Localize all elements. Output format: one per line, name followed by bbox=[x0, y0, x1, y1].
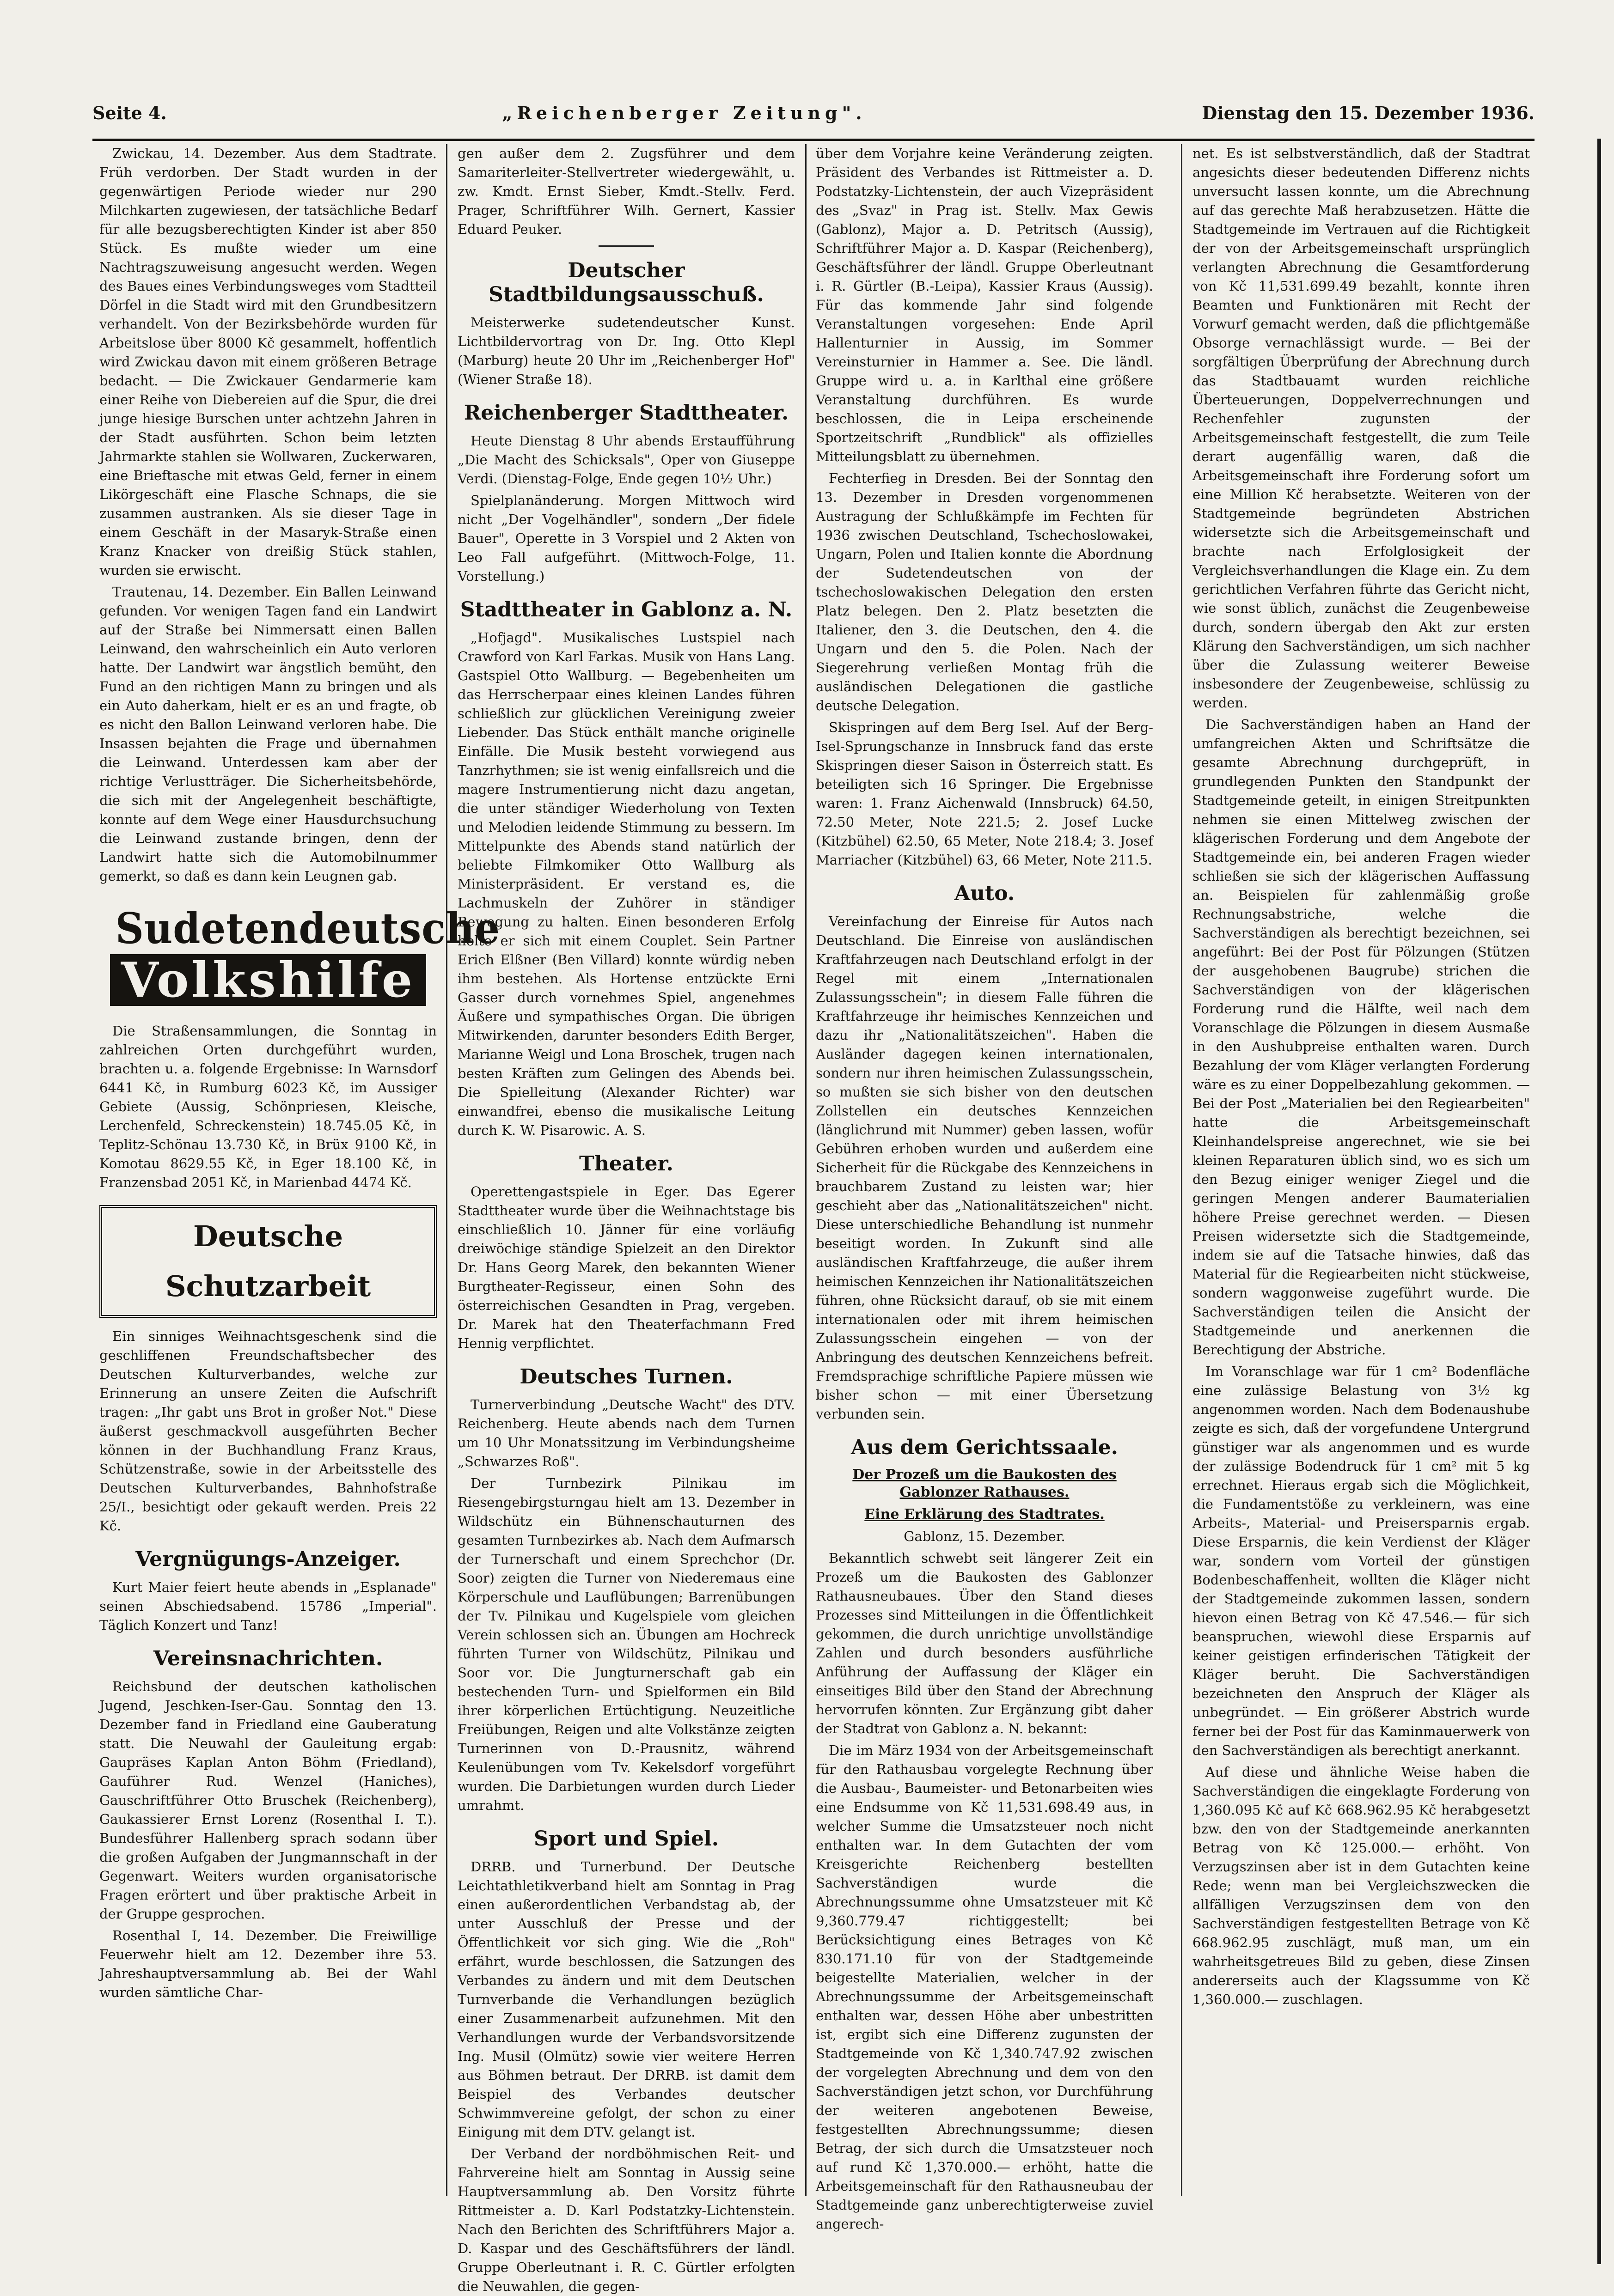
article-prozess-intro: Bekanntlich schwebt seit längerer Zeit ein Prozeß um die Baukosten des Gablonzer Rathausneubaues. Über den Stand dieses Prozesses sind Mitteilungen in die Öffentlichkeit gekommen, die durch unrichtige unvollständige Zahlen und durch besonders ausführliche Anführung der Auffassung der Kläger ein einseitiges Bild über den Stand der Abrechnung hervorrufen könnten. Zur Ergänzung gibt daher der Stadtrat von Gablonz a. N. bekannt: bbox=[816, 1550, 1153, 1736]
column-3 bbox=[816, 144, 1153, 2232]
article-volkshilfe: Die Straßensammlungen, die Sonntag in zahlreichen Orten durchgeführt wurden, brachten u. a. folgende Ergebnisse: In Warnsdorf 6441 Kč, in Rumburg 6023 Kč, im Aussiger Gebiete (Aussig, Schönpriesen, Kleische, Lerchenfeld, Schreckenstein) 18.745.05 Kč, in Teplitz-Schönau 13.730 Kč, in Brüx 9100 Kč, in Komotau 8629.55 Kč, in Eger 18.100 Kč, in Franzensbad 2051 Kč, in Marienbad 4474 Kč. bbox=[99, 1023, 437, 1190]
column-2 bbox=[458, 144, 795, 2294]
page-number: Seite 4. bbox=[92, 103, 167, 123]
article-trautenau: Trautenau, 14. Dezember. Ein Ballen Leinwand gefunden. Vor wenigen Tagen fand ein Landwirt auf der Straße bei Nimmersatt einen Ballen Leinwand, den wahrscheinlich ein Auto verloren hatte. Der Landwirt war ängstlich bemüht, den Fund an den richtigen Mann zu bringen und als ein Auto daherkam, hielt er es an und fragte, ob es nicht den Ballon Leinwand verloren habe. Die Insassen bejahten die Frage und übernahmen die Leinwand. Unterdessen kam aber der richtige Verlustträger. Die Sicherheitsbehörde, die sich mit der Angelegenheit beschäftigte, konnte auf dem Wege einer Hausdurchsuchung die Leinwand zustande bringen, denn der Landwirt hatte sich die Automobilnummer gemerkt, so daß es dann kein Leugnen gab. bbox=[99, 584, 437, 884]
article-rosenthal: Rosenthal I, 14. Dezember. Die Freiwillige Feuerwehr hielt am 12. Dezember ihre 53. Jahreshauptversammlung ab. Bei der Wahl wurden sämtliche Char- bbox=[99, 1928, 437, 2000]
column-divider bbox=[1181, 144, 1182, 2196]
article-headline: Der Prozeß um die Baukosten des Gablonzer Rathauses. bbox=[852, 1467, 1117, 1500]
article-drrb: DRRB. und Turnerbund. Der Deutsche Leichtathletikverband hielt am Sonntag in Prag einen außerordentlichen Verbandstag ab, der unter Ausschluß der Presse und der Öffentlichkeit vor sich ging. Wie die „Roh" erfährt, wurde beschlossen, die Satzungen des Verbandes zu ändern und mit dem Deutschen Turnverbande die Verhandlungen bezüglich einer Zusammenarbeit aufzunehmen. Mit den Verhandlungen wurde der Verbandsvorsitzende Ing. Musil (Olmütz) sowie vier weitere Herren aus Böhmen betraut. Der DRRB. ist damit dem Beispiel des Verbandes deutscher Schwimmvereine gefolgt, der schon zu einer Einigung mit dem DTV. gelangt ist. bbox=[458, 1859, 795, 2140]
newspaper-title: „Reichenberger Zeitung". bbox=[502, 103, 867, 123]
column-divider bbox=[446, 144, 447, 2196]
article-vergnuegungen: Kurt Maier feiert heute abends in „Esplanade" seinen Abschiedsabend. 15786 „Imperial". Täglich Konzert und Tanz! bbox=[99, 1579, 437, 1633]
article-theater-today: Heute Dienstag 8 Uhr abends Erstaufführung „Die Macht des Schicksals", Oper von Giuseppe Verdi. (Dienstag-Folge, Ende gegen 10½ Uhr.) bbox=[458, 433, 795, 487]
page-header bbox=[92, 103, 1535, 130]
article-schutzarbeit: Ein sinniges Weihnachtsgeschenk sind die geschliffenen Freundschaftsbecher des Deutschen Kulturverbandes, welche zur Erinnerung an unsere Zeiten die Aufschrift tragen: „Ihr gabt uns Brot in großer Not." Diese äußerst geschmackvoll ausgeführten Becher können in der Buchhandlung Franz Kraus, Schützenstraße, sowie in der Arbeitsstelle des Deutschen Kulturverbandes, Bahnhofstraße 25/I., besichtigt oder gekauft werden. Preis 22 Kč. bbox=[99, 1328, 437, 1534]
scan-edge bbox=[1597, 139, 1601, 2264]
section-heading: Theater. bbox=[579, 1152, 673, 1175]
article-continuation: gen außer dem 2. Zugsführer und dem Samariterleiter-Stellvertreter wiedergewählt, u. zw. Kmdt. Ernst Sieber, Kmdt.-Stellv. Ferd. Prager, Schriftführer Wilh. Gernert, Kassier Eduard Peuker. bbox=[458, 146, 795, 237]
section-heading: Vergnügungs-Anzeiger. bbox=[135, 1547, 401, 1571]
article-turnbezirk: Der Turnbezirk Pilnikau im Riesengebirgsturngau hielt am 13. Dezember in Wildschütz ein Bühnenschauturnen des gesamten Turnbezirkes ab. Nach dem Aufmarsch der Turnerschaft und einem Sprechchor (Dr. Soor) zeigten die Turner von Niederemaus eine Körperschule und Lauflübungen; Barrenübungen der Tv. Pilnikau und Kugelspiele vom gleichen Verein schlossen sich an. Übungen am Hochreck führten Turner von Wildschütz, Pilnikau und Soor vor. Die Jungturnerschaft gab ein bestechenden Turn- und Spielformen ein Bild ihrer körperlichen Ertüchtigung. Neuzeitliche Freiübungen, Reigen und alte Volkstänze zeigten Turnerinnen von D.-Prausnitz, während Keulenübungen vom Tv. Kekelsdorf vorgeführt wurden. Die Darbietungen wurden durch Lieder umrahmt. bbox=[458, 1475, 795, 1813]
article-prozess-cont-3: Im Voranschlage war für 1 cm² Bodenfläche eine zulässige Belastung von 3½ kg angenommen worden. Nach dem Bodenaushube zeigte es sich, daß der vorgefundene Untergrund günstiger war als angenommen und es wurde der zulässige Bodendruck für 1 cm² mit 5 kg errechnet. Hieraus ergab sich die Möglichkeit, die Fundamentstöße zu verkleinern, was eine Arbeits-, Material- und Preisersparnis ergab. Diese Ersparnis, die kein Verdienst der Kläger war, sondern vom Vorteil der günstigen Bodenbeschaffenheit, wollten die Kläger nicht der Stadtgemeinde zukommen lassen, sondern hievon einen Betrag von Kč 47.546.— für sich beanspruchen, wiewohl diese Ersparnis auf keiner geistigen erfinderischen Tätigkeit der Kläger beruht. Die Sachverständigen bezeichneten den Anspruch der Kläger als unbegründet. — Ein größerer Abstrich wurde ferner bei der Post für das Kaminmauerwerk von den Sachverständigen als berechtigt anerkannt. bbox=[1192, 1364, 1530, 1758]
column-4 bbox=[1192, 144, 1530, 2214]
section-heading: Deutsches Turnen. bbox=[520, 1365, 733, 1389]
article-prozess-body: Die im März 1934 von der Arbeitsgemeinschaft für den Rathausbau vorgelegte Rechnung über die Ausbau-, Baumeister- und Betonarbeiten wies eine Endsumme von Kč 11,531.698.49 aus, in welcher Summe die Umsatzsteuer noch nicht enthalten war. In dem Gutachten der vom Kreisgerichte Reichenberg bestellten Sachverständigen wurde die Abrechnungssumme ohne Umsatzsteuer mit Kč 9,360.779.47 richtiggestellt; bei Berücksichtigung eines Betrages von Kč 830.171.10 für von der Stadtgemeinde beigestellte Materialien, welcher in der Abrechnungssumme der Arbeitsgemeinschaft enthalten war, dessen Höhe aber unbestritten ist, ergibt sich eine Differenz zugunsten der Stadtgemeinde von Kč 1,340.747.92 zwischen der vorgelegten Abrechnung und dem von den Sachverständigen jetzt schon, vor Durchführung der weiteren angebotenen Beweise, festgestellten Abrechnungssumme; diesen Betrag, der sich durch die Umsatzsteuer noch auf rund Kč 1,370.000.— erhöht, hatte die Arbeitsgemeinschaft für den Rathausneubau der Stadtgemeinde ganz unberechtigterweise zuviel angerech- bbox=[816, 1742, 1153, 2232]
section-heading: Sport und Spiel. bbox=[533, 1827, 719, 1851]
section-heading: Vereinsnachrichten. bbox=[153, 1647, 383, 1670]
article-prozess-cont-4: Auf diese und ähnliche Weise haben die Sachverständigen die eingeklagte Forderung von 1,360.095 Kč auf Kč 668.962.95 Kč herabgesetzt bzw. den von der Stadtgemeinde anerkannten Betrag von Kč 125.000.— erhöht. Von Verzugszinsen aber ist in dem Gutachten keine Rede; wenn man bei Vergleichszwecken die allfälligen Verzugszinsen dem von den Sachverständigen festgestellten Betrage von Kč 668.962.95 zuschlägt, muß man, um ein wahrheitsgetreues Bild zu geben, diese Zinsen andererseits auch der Klagssumme von Kč 1,360.000.— zuschlagen. bbox=[1192, 1764, 1530, 2007]
section-heading: Auto. bbox=[954, 882, 1015, 905]
section-heading: Reichenberger Stadttheater. bbox=[464, 401, 789, 425]
article-auto: Vereinfachung der Einreise für Autos nach Deutschland. Die Einreise von ausländischen Kraftfahrzeugen nach Deutschland erfolgt in der Regel mit einem „Internationalen Zulassungsschein"; in diesem Falle führen die Kraftfahrzeuge ihr heimisches Kennzeichen und dazu ihr „Nationalitätszeichen". Haben die Ausländer dagegen keinen internationalen, sondern nur ihren heimischen Zulassungsschein, so mußten sie sich bisher von den deutschen Zollstellen ein deutsches Kennzeichen (länglichrund mit Nummer) geben lassen, wofür Gebühren erhoben wurden und außerdem eine Sicherheit für die Rückgabe des Kennzeichens in brauchbarem Zustand zu leisten war; hier geschieht aber das „Nationalitätszeichen" nicht. Diese unterschiedliche Behandlung ist nunmehr beseitigt worden. In Zukunft sind alle ausländischen Kraftfahrzeuge, die außer ihrem heimischen Kennzeichen ihr Nationalitätszeichen führen, ohne Rücksicht darauf, ob sie mit einem internationalen oder mit ihrem heimischen Zulassungsschein eingehen — von der Anbringung des deutschen Kennzeichens befreit. Fremdsprachige schriftliche Papiere müssen wie bisher schon — mit einer Übersetzung verbunden sein. bbox=[816, 914, 1153, 1422]
section-heading: Deutscher Stadtbildungsausschuß. bbox=[489, 259, 764, 306]
article-reitverband: Der Verband der nordböhmischen Reit- und Fahrvereine hielt am Sonntag in Aussig seine Hauptversammlung ab. Den Vorsitz führte Rittmeister a. D. Karl Podstatzky-Lichtenstein. Nach den Berichten des Schriftführers Major a. D. Kaspar und des Geschäftsführers der ländl. Gruppe Oberleutnant i. R. C. Gürtler erfolgten die Neuwahlen, die gegen- bbox=[458, 2146, 795, 2294]
article-skispringen: Skispringen auf dem Berg Isel. Auf der Berg-Isel-Sprungschanze in Innsbruck fand das erste Skispringen dieser Saison in Österreich statt. Es beteiligten sich 16 Springer. Die Ergebnisse waren: 1. Franz Aichenwald (Innsbruck) 64.50, 72.50 Meter, Note 221.5; 2. Josef Lucke (Kitzbühel) 62.50, 65 Meter, Note 218.4; 3. Josef Marriacher (Kitzbühel) 63, 66 Meter, Note 211.5. bbox=[816, 719, 1153, 868]
article-prozess-cont-1: net. Es ist selbstverständlich, daß der Stadtrat angesichts dieser bedeutenden Differenz nichts unversucht lassen konnte, um die Abrechnung auf das gerechte Maß herabzusetzen. Hätte die Stadtgemeinde im Vertrauen auf die Richtigkeit der von der Arbeitsgemeinschaft ursprünglich verlangten Abrechnung die Gesamtforderung von Kč 11,531.699.49 bezahlt, konnte ihren Beamten und Funktionären mit Recht der Vorwurf gemacht werden, daß die pflichtgemäße Obsorge vernachlässigt wurde. — Bei der sorgfältigen Überprüfung der Abrechnung durch das Stadtbauamt wurden reichliche Überteuerungen, Doppelverrechnungen und Rechenfehler zugunsten der Arbeitsgemeinschaft festgestellt, die zum Teile derart augenfällig waren, daß die Arbeitsgemeinschaft ihre Forderung sofort um eine Million Kč herabsetzte. Weiteren von der Stadtgemeinde begründeten Abstrichen widersetzte sich die Arbeitsgemeinschaft und brachte nach Erfolglosigkeit der Vergleichsverhandlungen die Klage ein. Zu dem gerichtlichen Verfahren führte das Gericht nicht, wie sonst üblich, zunächst die Zeugenbeweise durch, sondern übergab den Akt zur ersten Klärung den Sachverständigen, um sich nachher über die Zulassung weiterer Beweise insbesondere der Zeugenbeweise, schlüssig zu werden. bbox=[1192, 146, 1530, 711]
article-fechten: Fechterfieg in Dresden. Bei der Sonntag den 13. Dezember in Dresden vorgenommenen Austragung der Schlußkämpfe im Fechten für 1936 zwischen Deutschland, Tschechoslowakei, Ungarn, Polen und Italien konnte die Abordnung der Sudetendeutschen von der tschechoslowakischen Delegation den ersten Platz belegen. Den 2. Platz besetzten die Italiener, den 3. die Deutschen, den 4. die Ungarn und den 5. die Polen. Nach der Siegerehrung verließen Montag früh die ausländischen Delegationen die gastliche deutsche Delegation. bbox=[816, 470, 1153, 713]
article-prozess-cont-2: Die Sachverständigen haben an Hand der umfangreichen Akten und Schriftsätze die gesamte Abrechnung durchgeprüft, in grundlegenden Punkten den Standpunkt der Stadtgemeinde geteilt, in einigen Streitpunkten nehmen sie einen Mittelweg zwischen der klägerischen Forderung und dem Angebote der Stadtgemeinde ein, bei anderen Fragen wieder schließen sie sich der klägerischen Auffassung an. Beispielen für zahlenmäßig große Rechnungsabstriche, welche die Sachverständigen als berechtigt bezeichnen, sei angeführt: Bei der Post für Pölzungen (Stützen der ausgehobenen Baugrube) strichen die Sachverständigen von der klägerischen Forderung rund die Hälfte, weil nach dem Voranschlage die Pölzungen in diesem Ausmaße in den Aushubpreise enthalten waren. Durch Bezahlung der vom Kläger verlangten Forderung wäre es zu einer Doppelbezahlung gekommen. — Bei der Post „Materialien bei den Regiearbeiten" hatte die Arbeitsgemeinschaft Kleinhandelspreise angerechnet, wie sie bei kleinen Reparaturen üblich sind, wo es sich um den Bezug einiger weniger Ziegel und die geringen Mengen anderer Baumaterialien höhere Preise gerechnet werden. — Diesen Preisen widersetzte sich die Stadtgemeinde, indem sie auf die Tatsache hinwies, daß das Material für die Regiearbeiten nicht stückweise, sondern waggonweise zugeführt wurde. Die Sachverständigen teilen die Ansicht der Stadtgemeinde und anerkennen die Berechtigung der Abstriche. bbox=[1192, 717, 1530, 1358]
logo-line-1: Sudetendeutsche bbox=[115, 903, 500, 953]
article-eger: Operettengastspiele in Eger. Das Egerer Stadttheater wurde über die Weihnachtstage bis einschließlich 10. Jänner für eine vorläufig dreiwöchige ständige Spielzeit an den Direktor Dr. Hans Georg Marek, den bekannten Wiener Burgtheater-Regisseur, einen Sohn des österreichischen Gesandten in Prag, vergeben. Dr. Marek hat den Theaterfachmann Fred Hennig verpflichtet. bbox=[458, 1184, 795, 1351]
section-heading: Stadttheater in Gablonz a. N. bbox=[460, 598, 793, 621]
volkshilfe-logo bbox=[99, 899, 500, 1012]
article-hofjagd: „Hofjagd". Musikalisches Lustspiel nach Crawford von Karl Farkas. Musik von Hans Lang. Gastspiel Otto Wallburg. — Begebenheiten um das Herrscherpaar eines kleinen Landes führen schließlich zur glücklichen Vereinigung zweier Liebender. Das Stück enthält manche originelle Einfälle. Die Musik besteht vorwiegend aus Tanzrhythmen; sie ist wenig einfallsreich und die magere Instrumentierung nicht dazu angetan, die unter ständiger Wiederholung von Texten und Melodien leidende Stimmung zu bessern. Im Mittelpunkte des Abends stand natürlich der beliebte Filmkomiker Otto Wallburg als Ministerpräsident. Er verstand es, die Lachmuskeln der Zuhörer in ständiger Bewegung zu halten. Einen besonderen Erfolg holte er sich mit einem Couplet. Sein Partner Erich Elßner (Ben Villard) konnte würdig neben ihm bestehen. Als Hortense entzückte Erni Gasser durch vornehmes Spiel, angenehmes Äußere und sympathisches Organ. Die übrigen Mitwirkenden, darunter besonders Edith Berger, Marianne Weigl und Lona Broschek, trugen nach besten Kräften zum Gelingen des Abends bei. Die Spielleitung (Alexander Richter) war einwandfrei, ebenso die musikalische Leitung durch K. W. Pisarowic. A. S. bbox=[458, 630, 795, 1138]
divider bbox=[599, 245, 654, 247]
header-rule bbox=[92, 139, 1535, 141]
dateline: Gablonz, 15. Dezember. bbox=[904, 1529, 1065, 1544]
issue-date: Dienstag den 15. Dezember 1936. bbox=[1202, 103, 1535, 123]
article-subheadline: Eine Erklärung des Stadtrates. bbox=[864, 1506, 1105, 1523]
logo-line-2: Volkshilfe bbox=[110, 954, 426, 1006]
article-reichsbund: Reichsbund der deutschen katholischen Jugend, Jeschken-Iser-Gau. Sonntag den 13. Dezember fand in Friedland eine Gauberatung statt. Die Neuwahl der Gauleitung ergab: Gaupräses Kaplan Anton Böhm (Friedland), Gauführer Rud. Wenzel (Haniches), Gauschriftführer Otto Bruschek (Reichenberg), Gaukassierer Ernst Lorenz (Rosenthal I. T.). Bundesführer Hallenberg sprach sodann über die großen Aufgaben der Jungmannschaft in der Gegenwart. Weiters wurden organisatorische Fragen erörtert und über praktische Arbeit in der Gruppe gesprochen. bbox=[99, 1679, 437, 1922]
article-spielplan: Spielplanänderung. Morgen Mittwoch wird nicht „Der Vogelhändler", sondern „Der fidele Bauer", Operette in 3 Vorspiel und 2 Akten von Leo Fall aufgeführt. (Mittwoch-Folge, 11. Vorstellung.) bbox=[458, 493, 795, 584]
section-heading: Aus dem Gerichtssaale. bbox=[850, 1436, 1118, 1459]
article-continuation: über dem Vorjahre keine Veränderung zeigten. Präsident des Verbandes ist Rittmeister a. D. Podstatzky-Lichtenstein, der auch Vizepräsident des „Svaz" in Prag ist. Stellv. Max Gewis (Gablonz), Major a. D. Petritsch (Aussig), Schriftführer Major a. D. Kaspar (Reichenberg), Geschäftsführer der ländl. Gruppe Oberleutnant i. R. Gürtler (B.-Leipa), Kassier Kraus (Aussig). Für das kommende Jahr sind folgende Veranstaltungen vorgesehen: Ende April Hallenturnier in Aussig, im Sommer Vereinsturnier in Hammer a. See. Die ländl. Gruppe wird u. a. in Karlthal eine größere Veranstaltung durchführen. Es wurde beschlossen, die in Leipa erscheinende Sportzeitschrift „Rundblick" als offizielles Mitteilungsblatt zu übernehmen. bbox=[816, 146, 1153, 464]
column-1 bbox=[99, 144, 500, 2214]
schutzarbeit-heading: Deutsche Schutzarbeit bbox=[99, 1205, 437, 1318]
column-divider bbox=[805, 144, 807, 2196]
article-stadtbildung: Meisterwerke sudetendeutscher Kunst. Lichtbildervortrag von Dr. Ing. Otto Klepl (Marburg) heute 20 Uhr im „Reichenberger Hof" (Wiener Straße 18). bbox=[458, 315, 795, 387]
article-zwickau: Zwickau, 14. Dezember. Aus dem Stadtrate. Früh verdorben. Der Stadt wurden in der gegenwärtigen Periode wieder nur 290 Milchkarten zugewiesen, der tatsächliche Bedarf für alle bezugsberechtigten Kinder ist aber 850 Stück. Es mußte wieder um eine Nachtragszuweisung angesucht werden. Wegen des Baues eines Verbindungsweges vom Stadtteil Dörfel in die Stadt wird mit den Grundbesitzern verhandelt. Von der Bezirksbehörde wurden für Arbeitslose über 8000 Kč gesammelt, hoffentlich wird Zwickau davon mit einem größeren Betrage bedacht. — Die Zwickauer Gendarmerie kam einer Reihe von Diebereien auf die Spur, die drei junge hiesige Burschen unter achtzehn Jahren in der Stadt ausführten. Schon beim letzten Jahrmarkte stahlen sie Wollwaren, Zuckerwaren, eine Brieftasche mit etwas Geld, ferner in einem Likörgeschäft eine Flasche Schnaps, die sie zusammen austranken. Als sie dieser Tage in einem Geschäft in der Masaryk-Straße einen Kranz Knacker von dreißig Stück stahlen, wurden sie erwischt. bbox=[99, 146, 437, 578]
article-turnverbindung: Turnerverbindung „Deutsche Wacht" des DTV. Reichenberg. Heute abends nach dem Turnen um 10 Uhr Monatssitzung im Verbindungsheime „Schwarzes Roß". bbox=[458, 1397, 795, 1469]
